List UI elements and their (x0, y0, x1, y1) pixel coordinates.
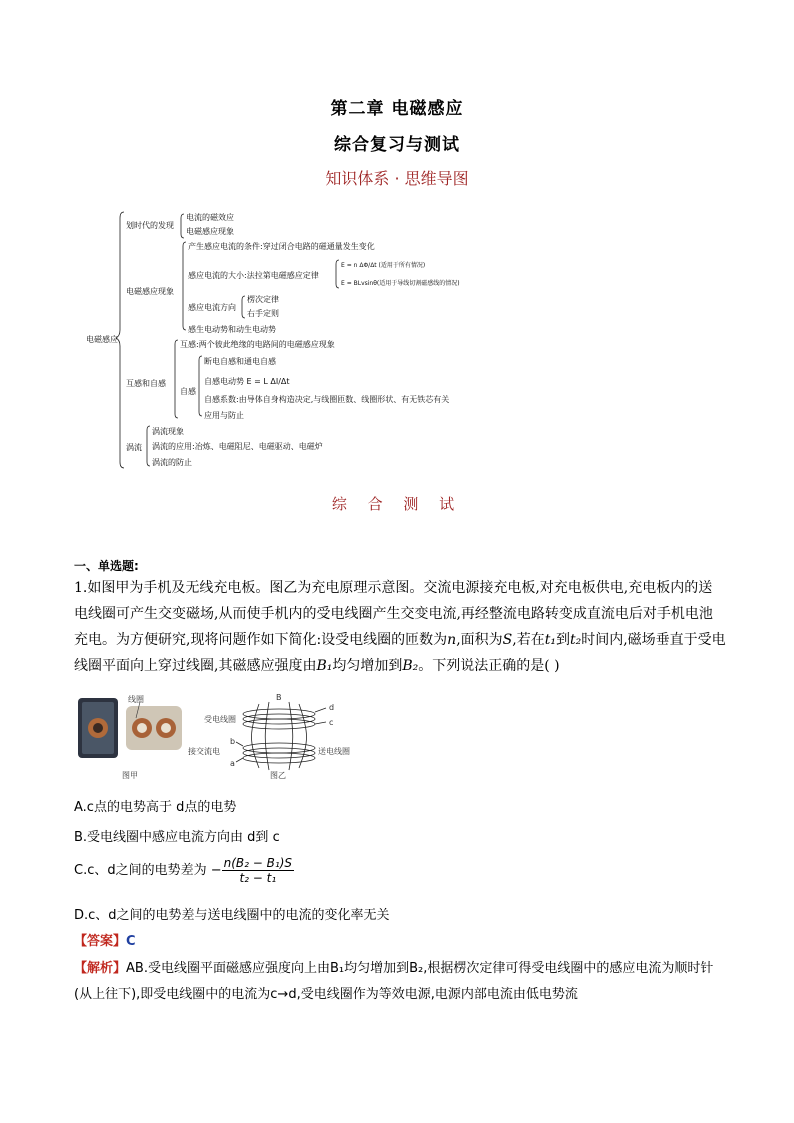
mm-b4-brace (147, 426, 150, 466)
label-b: b (230, 737, 236, 746)
chapter-title: 第二章 电磁感应 (330, 99, 464, 119)
mm-b4-3: 涡流的防止 (152, 458, 192, 467)
option-c-text: C.c、d之间的电势差为 − (74, 863, 222, 878)
analysis (74, 956, 726, 1008)
var-b1: B₁ (316, 658, 333, 674)
stem-part-g: 。下列说法正确的是( ) (418, 658, 560, 674)
mm-b2-2a: E = n ΔΦ/Δt (适用于所有情况) (341, 262, 426, 269)
stem-part-c: ,若在 (512, 632, 545, 648)
label-ac: 接交流电 (188, 747, 220, 756)
var-n: n (447, 632, 457, 648)
mm-b3-1: 互感:两个彼此绝缘的电路间的电磁感应现象 (180, 340, 335, 349)
label-a: a (230, 759, 235, 768)
stem-part-b: ,面积为 (456, 632, 503, 648)
section-single-choice: 一、单选题: (74, 559, 139, 573)
answer-value: C (126, 934, 136, 949)
option-a: A.c点的电势高于 d点的电势 (74, 800, 237, 815)
mm-b1-brace (181, 214, 184, 238)
var-t1: t₁ (544, 632, 556, 648)
label-receiving-coil: 受电线圈 (204, 715, 236, 724)
subtitle: 综合复习与测试 (334, 135, 460, 155)
fraction-denominator: t₂ − t₁ (239, 871, 277, 885)
mm-b2-brace (183, 242, 186, 330)
stem-part-a: 1.如图甲为手机及无线充电板。图乙为充电原理示意图。交流电源接充电板,对充电板供电,充电板内的送电线圈可产生交变磁场,从而使手机内的受电线圈产生交变电流,再经整流电路转变成直流电后对手机电池充电。为方便研究,现将问题作如下简化:设受电线圈的匝数为 (74, 580, 713, 648)
var-s: S (502, 632, 513, 648)
question-1-stem (74, 575, 726, 679)
mm-b3-brace (175, 340, 178, 418)
mm-b2-4: 感生电动势和动生电动势 (188, 325, 276, 334)
option-c (74, 856, 294, 885)
stem-part-f: 均匀增加到 (332, 658, 403, 674)
section-heading: 知识体系 · 思维导图 (325, 169, 469, 188)
mm-b3-2-brace (199, 356, 202, 416)
stem-part-e: 时间内,磁场垂直于受电线圈平面向上穿过线圈,其磁感应强度由 (74, 632, 726, 674)
mm-b2-2: 感应电流的大小:法拉第电磁感应定律 (188, 271, 319, 280)
mm-b3-2b: 自感电动势 E = L ΔI/Δt (204, 377, 290, 386)
option-b: B.受电线圈中感应电流方向由 d到 c (74, 830, 280, 845)
mm-b4: 涡流 (126, 443, 142, 452)
fraction-numerator: n(B₂ − B₁)S (223, 856, 292, 870)
option-c-fraction (222, 856, 294, 885)
analysis-label: 【解析】 (74, 961, 127, 976)
caption-fig-a: 图甲 (122, 771, 138, 780)
mm-b1-1: 电流的磁效应 (186, 213, 234, 222)
mm-b2-3b: 右手定则 (247, 309, 279, 318)
mm-b3-2: 自感 (180, 387, 196, 396)
mm-b4-1: 涡流现象 (152, 427, 184, 436)
answer-label: 【答案】 (74, 934, 127, 949)
mm-b2-2b: E = BLvsinθ(适用于导线切割磁感线的情况) (341, 280, 460, 287)
label-c: c (329, 718, 334, 727)
label-B: B (276, 693, 282, 702)
option-d: D.c、d之间的电势差与送电线圈中的电流的变化率无关 (74, 908, 390, 923)
question-1-figure (74, 692, 364, 784)
mm-b2-3a: 楞次定律 (247, 295, 279, 304)
test-title: 综 合 测 试 (331, 495, 463, 513)
mm-b3-2d: 应用与防止 (204, 411, 244, 420)
caption-fig-b: 图乙 (270, 771, 286, 780)
var-t2: t₂ (569, 632, 582, 648)
mm-b4-2: 涡流的应用:冶炼、电磁阻尼、电磁驱动、电磁炉 (152, 442, 323, 451)
answer-line (74, 930, 136, 949)
mm-b2-3: 感应电流方向 (188, 303, 236, 312)
label-sending-coil: 送电线圈 (318, 747, 350, 756)
mm-root: 电磁感应 (86, 335, 118, 344)
mm-b2-1: 产生感应电流的条件:穿过闭合电路的磁通量发生变化 (188, 242, 375, 251)
label-d: d (329, 703, 335, 712)
var-b2: B₂ (402, 658, 419, 674)
mm-b3: 互感和自感 (126, 379, 166, 388)
mind-map (80, 204, 540, 474)
mm-b2-2-brace (336, 260, 339, 288)
label-coil: 线圈 (128, 695, 144, 704)
mm-b3-2c: 自感系数:由导体自身构造决定,与线圈匝数、线圈形状、有无铁芯有关 (204, 395, 450, 404)
mm-b3-2a: 断电自感和通电自感 (204, 357, 276, 366)
mm-b2-3-brace (242, 296, 245, 318)
mm-b1: 划时代的发现 (126, 221, 174, 230)
stem-part-d: 到 (555, 632, 570, 648)
analysis-text: AB.受电线圈平面磁感应强度向上由B₁均匀增加到B₂,根据楞次定律可得受电线圈中的感应电流为顺时针(从上往下),即受电线圈中的电流为c→d,受电线圈作为等效电源,电源内部电流由低电势流 (74, 961, 714, 1002)
mm-b2: 电磁感应现象 (126, 287, 174, 296)
mm-b1-2: 电磁感应现象 (186, 227, 234, 236)
